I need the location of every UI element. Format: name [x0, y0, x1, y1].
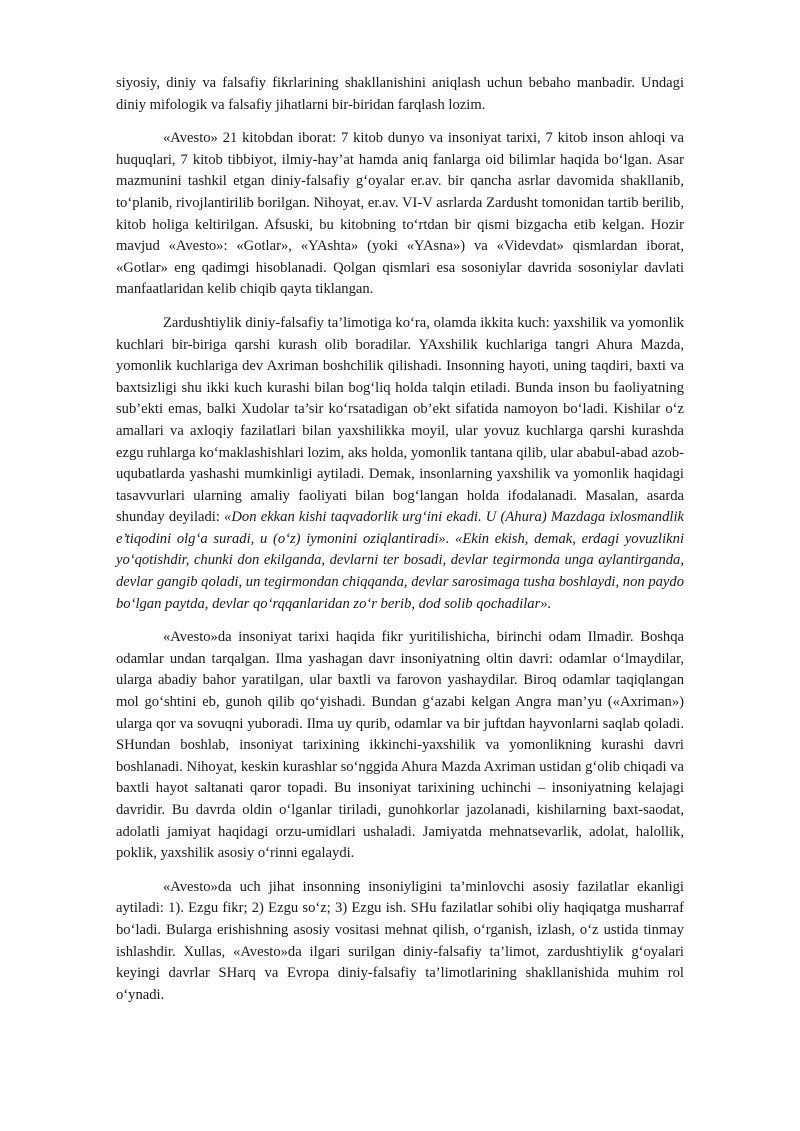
paragraph-avesto-books — [116, 128, 684, 301]
paragraph-text: Zardushtiylik diniy-falsafiy ta’limotiga ko‘ra, olamda ikkita kuch: yaxshilik va yomonlik kuchlari bir-biriga qarshi kurash olib boradilar. YAxshilik kuchlariga tangri Ahura Mazda, yomonlik kuchlariga dev Axriman boshchilik qilishadi. Insonning hayoti, uning taqdiri, baxti va baxtsizligi shu ikki kuch kurashi bilan bog‘liq holda talqin etiladi. Bunda inson bu faoliyatning sub’ekti emas, balki Xudolar ta’sir ko‘rsatadigan ob’ekt sifatida namoyon bo‘ladi. Kishilar o‘z amallari va axloqiy fazilatlari bilan yaxshilikka moyil, ular yovuz kuchlarga qarshi kurashda ezgu ruhlarga ko‘maklashishlari lozim, aks holda, yomonlik tantana qilib, ular ababul-abad azob-uqubatlarda yashashi mumkinligi aytiladi. Demak, insonlarning yaxshilik va yomonlik haqidagi tasavvurlari ularning amaliy faoliyati bilan bog‘langan holda ifodalanadi. Masalan, asarda shunday deyiladi: — [116, 314, 684, 526]
paragraph-text: «Avesto» 21 kitobdan iborat: 7 kitob dunyo va insoniyat tarixi, 7 kitob inson ahloqi va huquqlari, 7 kitob tibbiyot, ilmiy-hay’at hamda aniq fanlarga oid bilimlar haqida bo‘lgan. Asar mazmunini tashkil etgan diniy-falsafiy g‘oyalar er.av. bir qancha asrlar davomida shakllanib, to‘planib, rivojlantirilib borilgan. Nihoyat, er.av. VI-V asrlarda Zardusht tomonidan tartib berilib, kitob holiga keltirilgan. Afsuski, bu kitobning to‘rtdan bir qismi bizgacha etib kelgan. Hozir mavjud «Avesto»: «Gotlar», «YAshta» (yoki «YAsna») va «Videvdat» qismlardan iborat, «Gotlar» eng qadimgi hisoblanadi. Qolgan qismlari esa sosoniylar davrida sosoniylar davlati manfaatlaridan kelib chiqib qayta tiklangan. — [116, 130, 684, 298]
paragraph-zoroastrian-forces — [116, 313, 684, 615]
paragraph-text: «Avesto»da insoniyat tarixi haqida fikr yuritilishicha, birinchi odam Ilmadir. Boshqa odamlar undan tarqalgan. Ilma yashagan davr insoniyatning oltin davri: odamlar o‘lmaydilar, ularga abadiy bahor yaratilgan, ular baxtli va farovon yashaydilar. Biroq odamlar taqiqlangan mol go‘shtini eb, gunoh qilib qo‘yishadi. Bundan g‘azabi kelgan Angra man’yu («Axriman») ularga qor va sovuqni yuboradi. Ilma uy qurib, odamlar va bir juftdan hayvonlarni saqlab qoladi. SHundan boshlab, insoniyat tarixining ikkinchi-yaxshilik va yomonlikning kurashi davri boshlanadi. Nihoyat, keskin kurashlar so‘nggida Ahura Mazda Axriman ustidan g‘olib chiqadi va baxtli hayot saltanati qaror topadi. Bu insoniyat tarixining uchinchi – insoniyatning kelajagi davridir. Bu davrda oldin o‘lganlar tiriladi, gunohkorlar jazolanadi, kishilarning baxt-saodat, adolatli jamiyat haqidagi orzu-umidlari ushaladi. Jamiyatda mehnatsevarlik, adolat, halollik, poklik, yaxshilik asosiy o‘rinni egalaydi. — [116, 629, 684, 862]
paragraph-text: siyosiy, diniy va falsafiy fikrlarining shakllanishini aniqlash uchun bebaho manbadir. Undagi diniy mifologik va falsafiy jihatlarni bir-biridan farqlash lozim. — [116, 75, 684, 113]
paragraph-human-history — [116, 627, 684, 865]
paragraph-text: «Avesto»da uch jihat insonning insoniyligini ta’minlovchi asosiy fazilatlar ekanligi aytiladi: 1). Ezgu fikr; 2) Ezgu so‘z; 3) Ezgu ish. SHu fazilatlar sohibi oliy haqiqatga musharraf bo‘ladi. Bularga erishishning asosiy vositasi mehnat qilish, o‘rganish, izlash, o‘z ustida tinmay ishlashdir. Xullas, «Avesto»da ilgari surilgan diniy-falsafiy ta’limot, zardushtiylik g‘oyalari keyingi davrlar SHarq va Evropa diniy-falsafiy ta’limotlarining shakllanishida muhim rol o‘ynadi. — [116, 878, 684, 1003]
document-page — [116, 73, 684, 1018]
paragraph-quote: «Don ekkan kishi taqvadorlik urg‘ini ekadi. U (Ahura) Mazdaga ixlosmandlik e’tiqodini olg‘a suradi, u (o‘z) iymonini oziqlantiradi». «Ekin ekish, demak, erdagi yovuzlikni yo‘qotishdir, chunki don ekilganda, devlarni ter bosadi, devlar tegirmonda unga aylantirganda, devlar gangib qoladi, un tegirmondan chiqqanda, devlar sarosimaga tusha boshlaydi, non paydo bo‘lgan paytda, devlar qo‘rqqanlaridan zo‘r berib, dod solib qochadilar». — [116, 509, 684, 612]
paragraph-virtues — [116, 877, 684, 1007]
paragraph-continued — [116, 73, 684, 116]
